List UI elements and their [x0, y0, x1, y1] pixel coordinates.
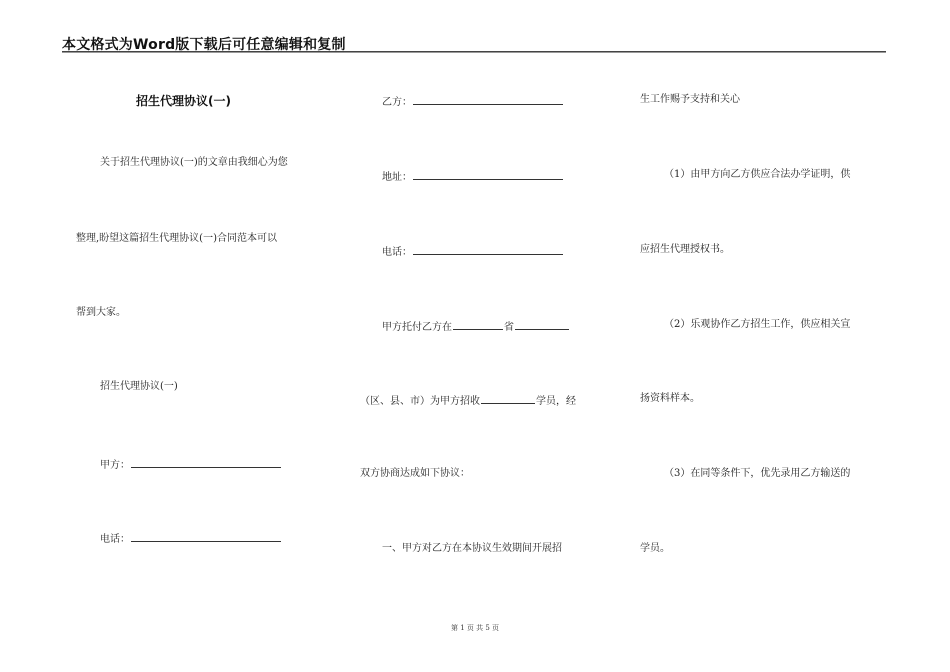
city-blank [453, 319, 503, 330]
phone-b-blank [413, 244, 563, 255]
clause-1: 一、甲方对乙方在本协议生效期间开展招 [382, 543, 562, 554]
region-suffix: 学员，经 [536, 396, 576, 407]
item-2-line-2: 扬资料样本。 [640, 393, 700, 404]
party-a-line [100, 457, 282, 472]
entrust-line [382, 319, 570, 334]
phone-b-line [382, 244, 564, 259]
item-2-line-1: （2）乐观协作乙方招生工作，供应相关宣 [664, 319, 851, 330]
entrust-province: 省 [504, 322, 514, 333]
entrust-prefix: 甲方托付乙方在 [382, 322, 452, 333]
phone-a-label: 电话： [100, 534, 130, 545]
page-number: 第 1 页 共 5 页 [450, 624, 500, 632]
student-count-blank [481, 393, 535, 404]
address-b-blank [413, 169, 563, 180]
item-1-line-2: 应招生代理授权书。 [640, 244, 730, 255]
party-a-label: 甲方： [100, 460, 130, 471]
intro-line-2: 整理,盼望这篇招生代理协议(一)合同范本可以 [76, 233, 277, 244]
document-header: 本文格式为Word版下载后可任意编辑和复制 [62, 37, 346, 53]
item-3-line-1: （3）在同等条件下，优先录用乙方输送的 [664, 468, 851, 479]
region-prefix: （区、县、市）为甲方招收 [360, 396, 480, 407]
agreement-subtitle: 招生代理协议(一) [100, 381, 178, 392]
party-b-label: 乙方： [382, 97, 412, 108]
intro-line-3: 帮到大家。 [76, 307, 126, 318]
phone-a-blank [131, 531, 281, 542]
province-blank [515, 319, 569, 330]
intro-line-1: 关于招生代理协议(一)的文章由我细心为您 [100, 157, 288, 168]
region-line [360, 393, 576, 408]
party-b-line [382, 94, 564, 109]
party-b-blank [413, 94, 563, 105]
document-title: 招生代理协议(一) [136, 94, 231, 108]
header-divider [62, 51, 886, 52]
item-3-line-2: 学员。 [640, 543, 670, 554]
agreement-statement: 双方协商达成如下协议： [360, 468, 470, 479]
address-b-line [382, 169, 564, 184]
phone-b-label: 电话： [382, 247, 412, 258]
phone-a-line [100, 531, 282, 546]
item-1-line-1: （1）由甲方向乙方供应合法办学证明，供 [664, 169, 851, 180]
party-a-blank [131, 457, 281, 468]
clause-1-continued: 生工作赐予支持和关心 [640, 94, 740, 105]
address-b-label: 地址： [382, 172, 412, 183]
